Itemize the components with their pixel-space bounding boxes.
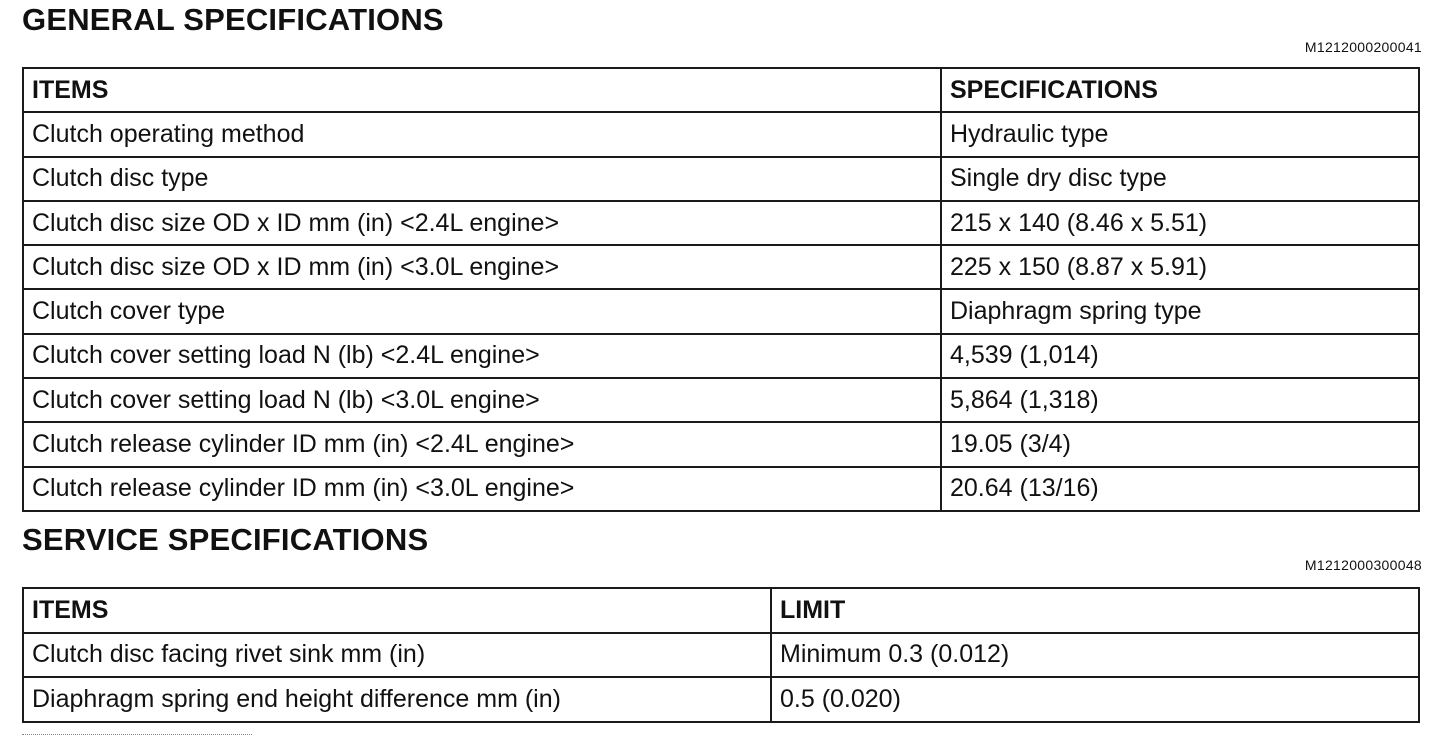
- value-cell: 0.5 (0.020): [771, 677, 1419, 722]
- specifications-column-header: SPECIFICATIONS: [941, 68, 1419, 112]
- table-row: [23, 633, 1419, 678]
- value-cell: 225 x 150 (8.87 x 5.91): [941, 245, 1419, 289]
- table-row: [23, 422, 1419, 466]
- service-specifications-title: SERVICE SPECIFICATIONS: [22, 522, 429, 557]
- item-cell: Clutch disc size OD x ID mm (in) <3.0L engine>: [23, 245, 941, 289]
- item-cell: Clutch release cylinder ID mm (in) <3.0L engine>: [23, 467, 941, 511]
- item-cell: Clutch operating method: [23, 112, 941, 156]
- table-row: [23, 289, 1419, 333]
- value-cell: 4,539 (1,014): [941, 334, 1419, 378]
- service-specifications-table: [22, 587, 1420, 723]
- value-cell: 215 x 140 (8.46 x 5.51): [941, 201, 1419, 245]
- service-specifications-code: M1212000300048: [1304, 557, 1422, 573]
- value-cell: Minimum 0.3 (0.012): [771, 633, 1419, 678]
- table-row: [23, 467, 1419, 511]
- value-cell: Diaphragm spring type: [941, 289, 1419, 333]
- item-cell: Clutch cover setting load N (lb) <3.0L engine>: [23, 378, 941, 422]
- item-cell: Clutch cover type: [23, 289, 941, 333]
- item-cell: Clutch cover setting load N (lb) <2.4L engine>: [23, 334, 941, 378]
- items-column-header: ITEMS: [23, 68, 941, 112]
- item-cell: Clutch disc size OD x ID mm (in) <2.4L engine>: [23, 201, 941, 245]
- item-cell: Clutch disc facing rivet sink mm (in): [23, 633, 771, 678]
- table-row: [23, 677, 1419, 722]
- value-cell: Hydraulic type: [941, 112, 1419, 156]
- table-row: [23, 245, 1419, 289]
- value-cell: Single dry disc type: [941, 157, 1419, 201]
- cropped-text-remnant: [22, 734, 252, 738]
- value-cell: 20.64 (13/16): [941, 467, 1419, 511]
- table-row: [23, 157, 1419, 201]
- table-row: [23, 112, 1419, 156]
- general-specifications-table: [22, 67, 1420, 512]
- item-cell: Clutch disc type: [23, 157, 941, 201]
- items-column-header: ITEMS: [23, 588, 771, 633]
- table-row: [23, 201, 1419, 245]
- table-row: [23, 378, 1419, 422]
- value-cell: 19.05 (3/4): [941, 422, 1419, 466]
- limit-column-header: LIMIT: [771, 588, 1419, 633]
- item-cell: Diaphragm spring end height difference mm (in): [23, 677, 771, 722]
- table-header-row: [23, 68, 1419, 112]
- table-row: [23, 334, 1419, 378]
- value-cell: 5,864 (1,318): [941, 378, 1419, 422]
- item-cell: Clutch release cylinder ID mm (in) <2.4L engine>: [23, 422, 941, 466]
- general-specifications-title: GENERAL SPECIFICATIONS: [22, 2, 444, 37]
- table-header-row: [23, 588, 1419, 633]
- general-specifications-code: M1212000200041: [1304, 39, 1422, 55]
